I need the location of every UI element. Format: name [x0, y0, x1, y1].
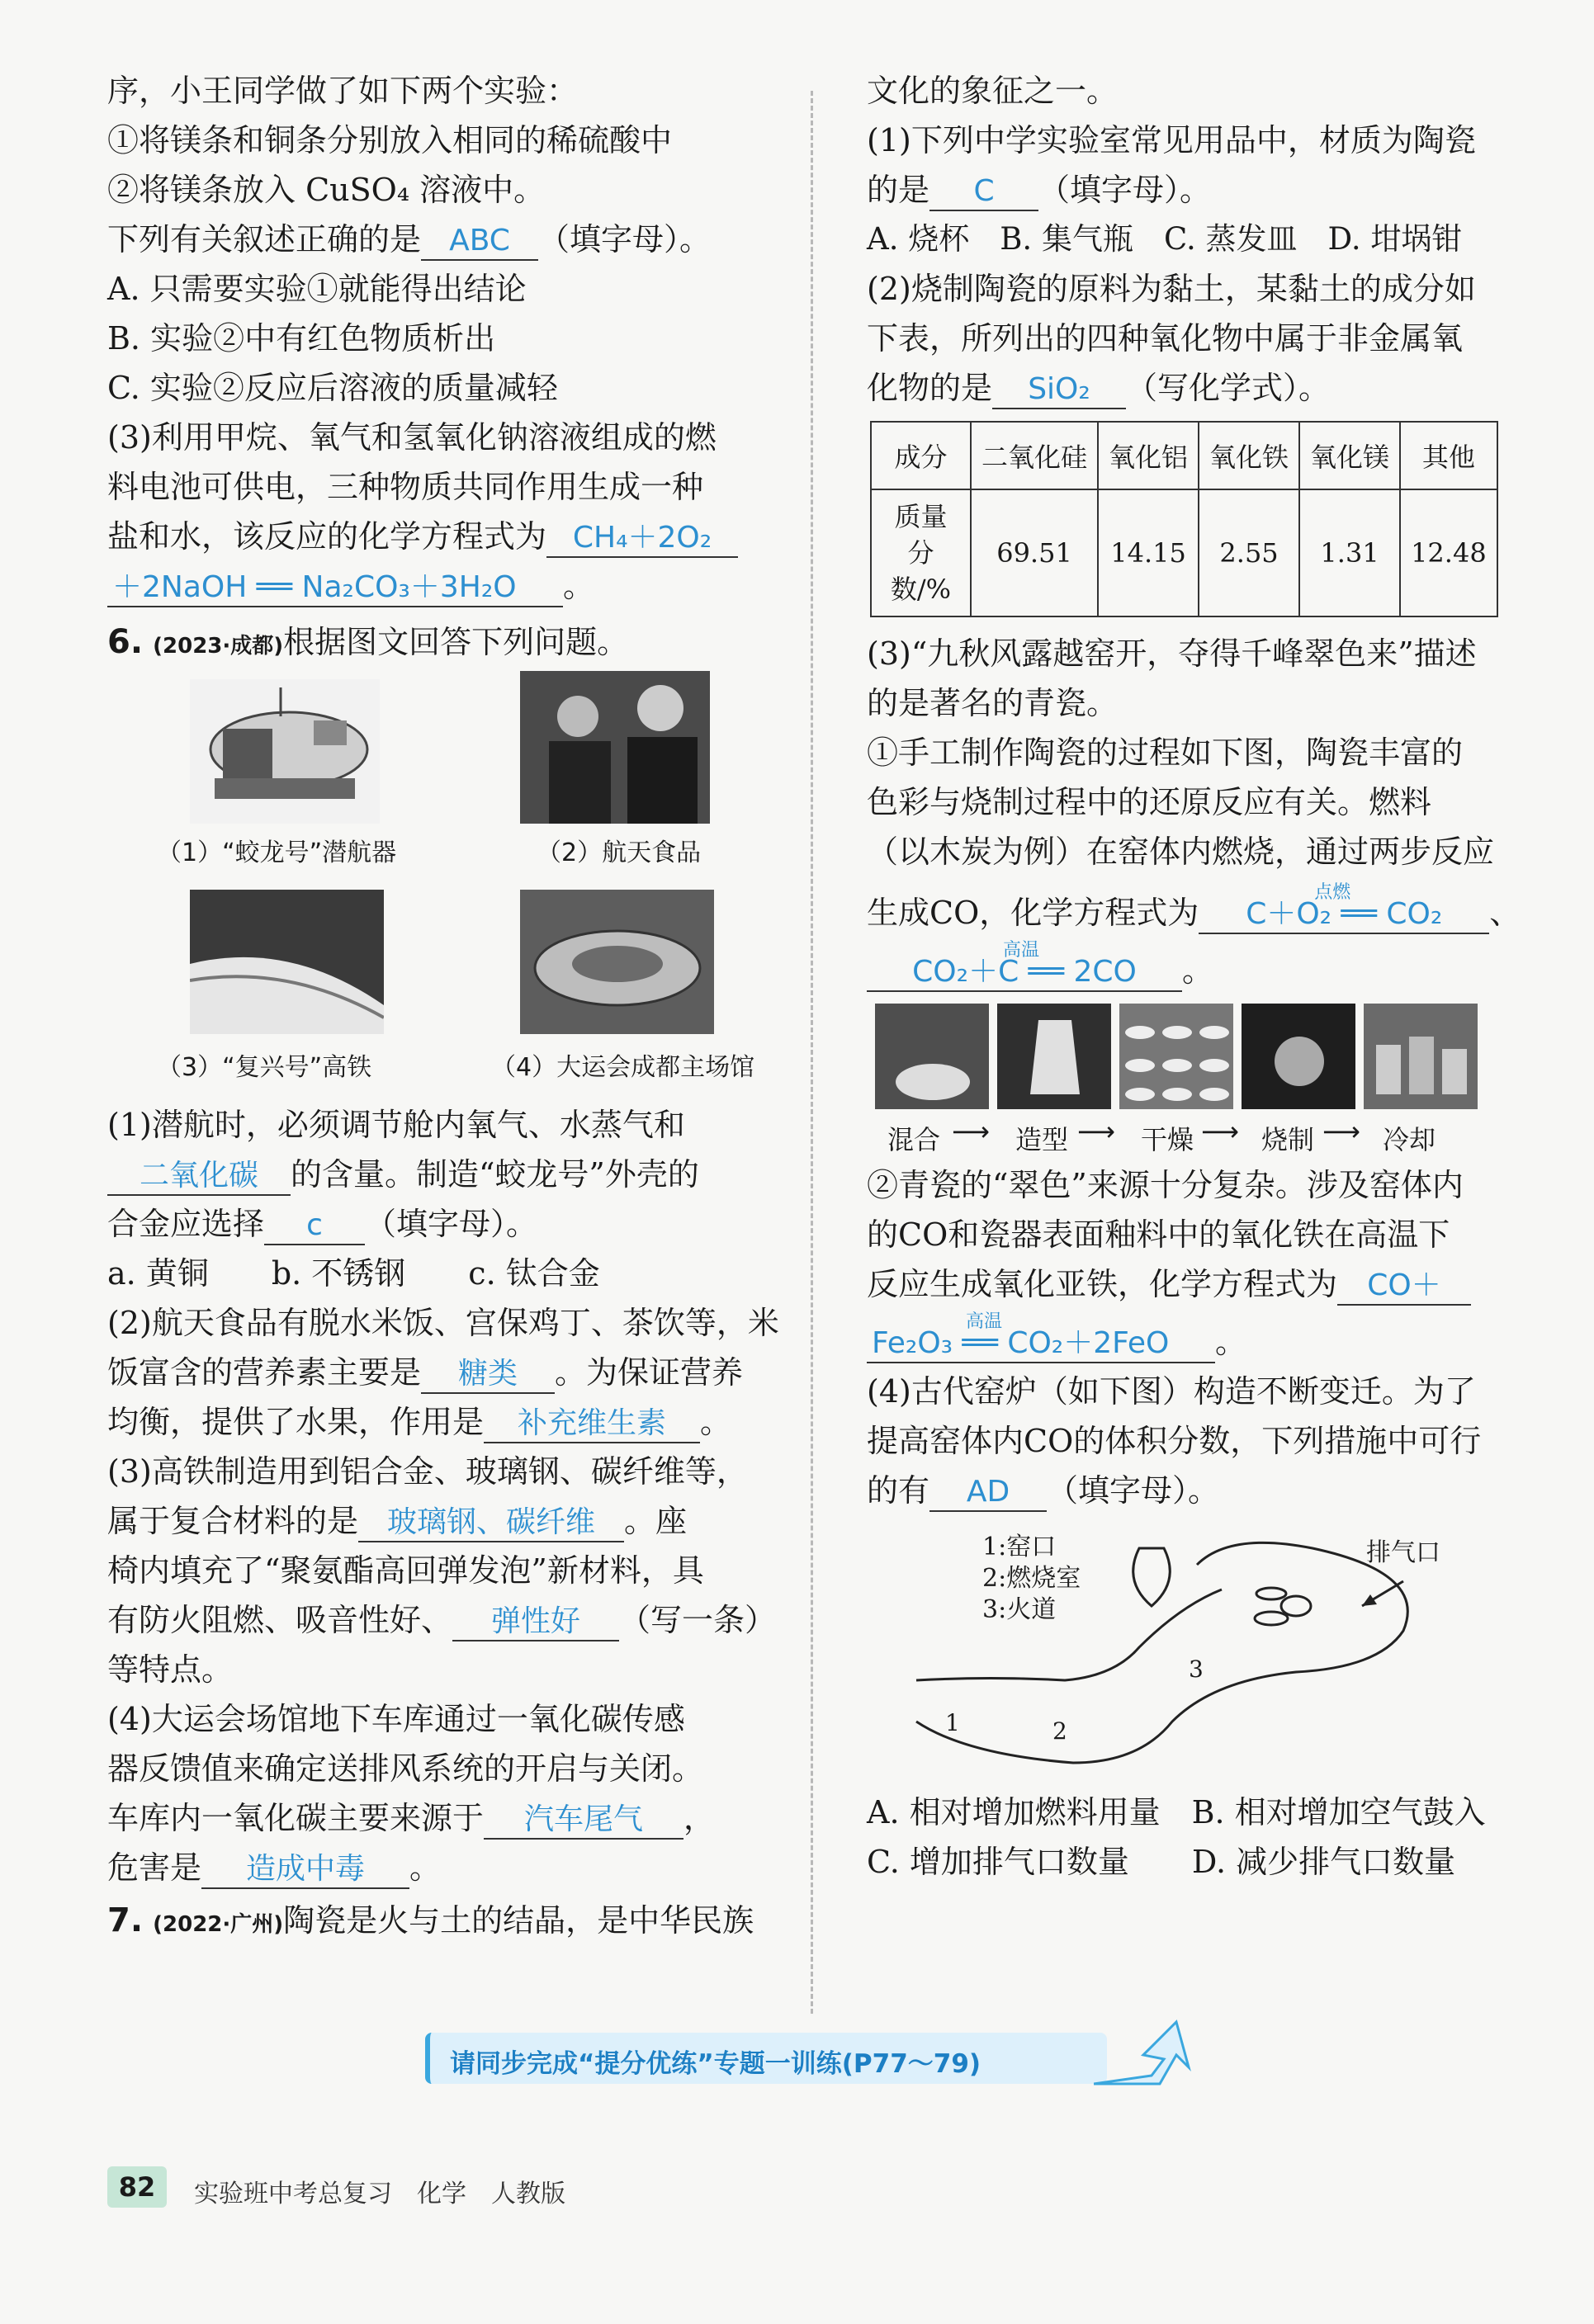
question-line	[107, 1199, 792, 1249]
process-photo	[997, 1004, 1111, 1109]
text: （填字母）。	[1038, 172, 1212, 208]
text-line: (2)航天食品有脱水米饭、宫保鸡丁、茶饮等，米	[107, 1305, 779, 1341]
options-line: A. 相对增加燃料用量 B. 相对增加空气鼓入	[867, 1794, 1486, 1830]
text-line: ②将镁条放入 CuSO₄ 溶液中。	[107, 172, 546, 208]
text: 。	[700, 1404, 732, 1440]
stadium-icon	[520, 890, 714, 1034]
submarine-photo	[190, 679, 380, 824]
table-cell: 其他	[1400, 422, 1497, 489]
question-line	[867, 1466, 1527, 1515]
text-line: 文化的象征之一。	[867, 73, 1119, 109]
question-line	[107, 1496, 792, 1546]
answer-blank[interactable]: AD	[929, 1474, 1047, 1512]
text: 。	[563, 568, 595, 604]
equation: Fe₂O₃ ══ CO₂＋2FeO	[872, 1326, 1170, 1360]
text-line: (1)潜航时，必须调节舱内氧气、水蒸气和	[107, 1107, 685, 1143]
question-text: 根据图文回答下列问题。	[283, 624, 629, 660]
kiln-number: 3	[1189, 1656, 1204, 1683]
text-line: 料电池可供电，三种物质共同作用生成一种	[107, 469, 704, 505]
text-line: 下表，所列出的四种氧化物中属于非金属氧	[867, 320, 1464, 357]
arrow-right-icon: ⟶	[1201, 1116, 1239, 1147]
pottery-process-strip	[867, 1004, 1527, 1160]
left-column	[107, 66, 792, 1949]
table-header-row	[871, 422, 1497, 489]
caption: （3）“复兴号”高铁	[157, 1053, 372, 1082]
text: 下列有关叙述正确的是	[107, 221, 422, 257]
question-source: (2023·成都)	[153, 634, 284, 659]
process-photo	[1242, 1004, 1355, 1109]
process-photo	[875, 1004, 989, 1109]
question-source: (2022·广州)	[153, 1912, 284, 1937]
legend-item: 2:燃烧室	[982, 1564, 1081, 1593]
text: 、	[1489, 895, 1521, 931]
text: 反应生成氧化亚铁，化学方程式为	[867, 1266, 1338, 1302]
process-photo	[1364, 1004, 1478, 1109]
question-6-header	[107, 617, 792, 671]
answer-blank[interactable]: SiO₂	[992, 371, 1126, 409]
table-cell: 氧化铝	[1098, 422, 1199, 489]
step-label: 干燥	[1141, 1124, 1194, 1155]
answer-blank[interactable]: 二氧化碳	[107, 1158, 291, 1196]
kiln-number: 1	[945, 1709, 960, 1736]
text: 饭富含的营养素主要是	[107, 1354, 422, 1391]
text-line: (3)利用甲烷、氧气和氢氧化钠溶液组成的燃	[107, 419, 717, 456]
reaction-condition: 高温	[1003, 940, 1040, 961]
question-line	[107, 215, 792, 264]
options-line: a. 黄铜 b. 不锈钢 c. 钛合金	[107, 1255, 600, 1292]
text-line: (1)下列中学实验室常见用品中，材质为陶瓷	[867, 122, 1476, 158]
train-photo	[190, 890, 384, 1034]
cooling-icon	[1364, 1004, 1478, 1109]
submarine-icon	[190, 679, 380, 824]
table-cell: 2.55	[1199, 489, 1299, 616]
book-title: 实验班中考总复习 化学 人教版	[194, 2180, 565, 2208]
question-line	[107, 1348, 792, 1397]
stadium-photo	[520, 890, 714, 1034]
text: （填字母）。	[538, 221, 712, 257]
shaping-icon	[997, 1004, 1111, 1109]
kiln-number: 2	[1052, 1717, 1067, 1745]
step-label: 冷却	[1383, 1124, 1436, 1155]
text-line: 器反馈值来确定送排风系统的开启与关闭。	[107, 1750, 704, 1787]
question-number: 6.	[107, 623, 144, 661]
page-number: 82	[107, 2166, 167, 2208]
text: （写一条）	[619, 1602, 777, 1638]
answer-blank[interactable]	[867, 1311, 1215, 1363]
question-line	[867, 363, 1527, 413]
table-cell: 12.48	[1400, 489, 1497, 616]
reaction-condition: 高温	[966, 1311, 1003, 1332]
text: 有防火阻燃、吸音性好、	[107, 1602, 453, 1638]
table-cell: 69.51	[971, 489, 1098, 616]
text: 生成CO，化学方程式为	[867, 895, 1199, 931]
table-cell: 1.31	[1299, 489, 1400, 616]
question-line	[867, 1311, 1527, 1367]
text: 危害是	[107, 1849, 202, 1886]
step-label: 混合	[887, 1124, 941, 1155]
answer-blank[interactable]: ＋2NaOH ══ Na₂CO₃＋3H₂O	[107, 569, 563, 607]
answer-blank[interactable]: CH₄＋2O₂	[546, 520, 738, 558]
text: （填字母）。	[1047, 1472, 1220, 1509]
options-line: A. 烧杯 B. 集气瓶 C. 蒸发皿 D. 坩埚钳	[867, 221, 1463, 257]
space-food-photo	[520, 671, 710, 824]
text-line: 序，小王同学做了如下两个实验：	[107, 73, 579, 109]
kiln-diagram	[867, 1515, 1527, 1788]
train-icon	[190, 890, 384, 1034]
text-line: 等特点。	[107, 1651, 234, 1688]
step-label: 烧制	[1261, 1124, 1315, 1155]
answer-blank[interactable]: 造成中毒	[201, 1851, 409, 1889]
table-cell: 成分	[871, 422, 971, 489]
table-cell: 二氧化硅	[971, 422, 1098, 489]
answer-blank[interactable]	[867, 940, 1182, 992]
text: 盐和水，该反应的化学方程式为	[107, 518, 547, 555]
arrow-right-icon: ⟶	[1077, 1116, 1115, 1147]
text: 。	[1215, 1324, 1247, 1360]
text: 的含量。制造“蛟龙号”外壳的	[291, 1156, 699, 1193]
question-line	[867, 165, 1527, 215]
text-line: 提高窑体内CO的体积分数，下列措施中可行	[867, 1423, 1482, 1459]
text-line: (3)“九秋风露越窑开，夺得千峰翠色来”描述	[867, 635, 1477, 672]
text: 均衡，提供了水果，作用是	[107, 1404, 485, 1440]
text: ，	[683, 1800, 716, 1836]
clay-composition-table	[870, 421, 1498, 617]
answer-blank[interactable]: 糖类	[421, 1356, 555, 1394]
right-column	[867, 66, 1527, 1887]
reaction-condition: 点燃	[1314, 882, 1351, 903]
question-number: 7.	[107, 1901, 144, 1939]
text-line: 色彩与烧制过程中的还原反应有关。燃料	[867, 784, 1432, 820]
table-cell: 氧化镁	[1299, 422, 1400, 489]
text-line: 椅内填充了“聚氨酯高回弹发泡”新材料，具	[107, 1552, 704, 1589]
answer-blank[interactable]: CO＋	[1337, 1268, 1471, 1306]
option-c: C. 实验②反应后溶液的质量减轻	[107, 370, 558, 406]
astronauts-icon	[520, 671, 710, 824]
text: 车库内一氧化碳主要来源于	[107, 1800, 485, 1836]
option-a: A. 只需要实验①就能得出结论	[107, 271, 527, 307]
text: 。	[1182, 952, 1214, 989]
table-cell: 质量分数/%	[871, 489, 971, 616]
answer-blank[interactable]: 补充维生素	[484, 1405, 700, 1443]
process-photo	[1119, 1004, 1233, 1109]
question-line	[107, 1595, 792, 1645]
caption: （2）航天食品	[537, 838, 702, 867]
answer-blank[interactable]: c	[264, 1207, 365, 1245]
question-line	[107, 1843, 792, 1892]
equation: CO₂＋C ══ 2CO	[912, 955, 1137, 989]
answer-blank[interactable]: 玻璃钢、碳纤维	[358, 1504, 624, 1542]
legend-item: 1:窑口	[982, 1533, 1057, 1561]
drying-icon	[1119, 1004, 1233, 1109]
text: 。座	[624, 1503, 688, 1539]
step-label: 造型	[1015, 1124, 1069, 1155]
banner-text: 请同步完成“提分优练”专题一训练(P77～79)	[450, 2049, 981, 2079]
column-divider	[811, 91, 813, 2014]
mixing-icon	[875, 1004, 989, 1109]
question-line	[107, 1397, 792, 1447]
arrow-right-icon: ⟶	[1322, 1116, 1360, 1147]
text: 化物的是	[867, 370, 993, 406]
table-row	[871, 489, 1497, 616]
text-line: (4)古代窑炉（如下图）构造不断变迁。为了	[867, 1373, 1476, 1410]
text-line: ②青瓷的“翠色”来源十分复杂。涉及窑体内	[867, 1167, 1464, 1203]
question-line	[107, 561, 792, 611]
kiln-legend	[982, 1532, 1081, 1626]
text: 的有	[867, 1472, 930, 1509]
question-text: 陶瓷是火与土的结晶，是中华民族	[283, 1902, 754, 1939]
question-line	[867, 1259, 1527, 1309]
answer-blank[interactable]: 汽车尾气	[484, 1802, 683, 1840]
text: 。	[409, 1849, 442, 1886]
text: 合金应选择	[107, 1206, 265, 1242]
exhaust-label: 排气口	[1366, 1538, 1440, 1567]
question-line	[107, 1793, 792, 1843]
table-cell: 氧化铁	[1199, 422, 1299, 489]
practice-banner[interactable]	[425, 2018, 1197, 2092]
text-line: (3)高铁制造用到铝合金、玻璃钢、碳纤维等，	[107, 1453, 748, 1490]
text: 。为保证营养	[555, 1354, 744, 1391]
text: （填字母）。	[365, 1206, 538, 1242]
text-line: ①手工制作陶瓷的过程如下图，陶瓷丰富的	[867, 735, 1464, 771]
question-line	[867, 882, 1527, 938]
question-line	[867, 940, 1527, 995]
answer-blank[interactable]	[1199, 882, 1489, 934]
photo-grid	[107, 671, 792, 1100]
answer-blank[interactable]: ABC	[421, 223, 538, 261]
text: 的是	[867, 172, 930, 208]
option-b: B. 实验②中有红色物质析出	[107, 320, 496, 357]
caption: （4）大运会成都主场馆	[491, 1053, 755, 1082]
answer-blank[interactable]: 弹性好	[452, 1604, 619, 1641]
text-line: (4)大运会场馆地下车库通过一氧化碳传感	[107, 1701, 685, 1737]
equation: C＋O₂ ══ CO₂	[1246, 897, 1443, 931]
text: （写化学式）。	[1126, 370, 1331, 406]
question-7-header	[107, 1896, 792, 1949]
text-line: （以木炭为例）在窑体内燃烧，通过两步反应	[867, 834, 1495, 870]
arrow-right-icon: ⟶	[952, 1116, 990, 1147]
table-cell: 14.15	[1098, 489, 1199, 616]
arrow-up-right-icon	[1094, 2018, 1193, 2092]
text: 属于复合材料的是	[107, 1503, 359, 1539]
question-line	[107, 1150, 792, 1199]
text-line: ①将镁条和铜条分别放入相同的稀硫酸中	[107, 122, 673, 158]
options-line: C. 增加排气口数量 D. 减少排气口数量	[867, 1844, 1456, 1880]
firing-icon	[1242, 1004, 1355, 1109]
answer-blank[interactable]: C	[929, 173, 1038, 211]
legend-item: 3:火道	[982, 1595, 1057, 1624]
text-line: 的是著名的青瓷。	[867, 685, 1119, 721]
text-line: 的CO和瓷器表面釉料中的氧化铁在高温下	[867, 1216, 1450, 1253]
question-line	[107, 512, 792, 561]
caption: （1）“蛟龙号”潜航器	[157, 838, 397, 867]
text-line: (2)烧制陶瓷的原料为黏土，某黏土的成分如	[867, 271, 1476, 307]
